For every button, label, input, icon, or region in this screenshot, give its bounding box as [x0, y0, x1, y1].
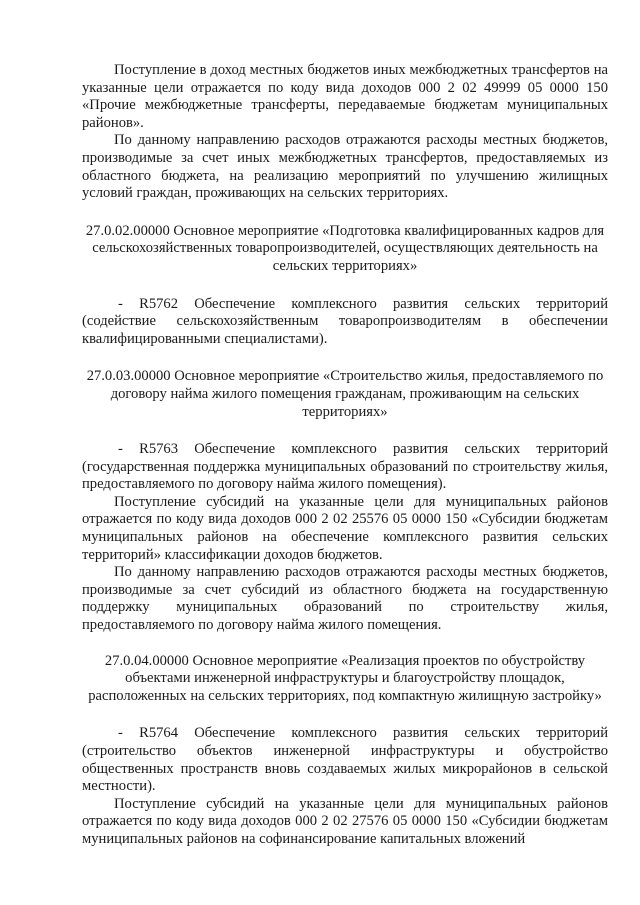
heading-measure-27-0-03: 27.0.03.00000 Основное мероприятие «Строительство жилья, предоставляемого по договору найма жилого помещения гражданам, проживающим на сельских территориях»: [86, 368, 604, 420]
item-r5764: - R5764 Обеспечение комплексного развития сельских территорий (строительство объектов инженерной инфраструктуры и обустройство общественных пространств вновь создаваемых жилых микрорайонов в сельской местности).: [82, 725, 608, 795]
spacer: [82, 276, 608, 296]
item-r5763: - R5763 Обеспечение комплексного развития сельских территорий (государственная поддержка муниципальных образований по строительству жилья, предоставляемого по договору найма жилого помещения).: [82, 441, 608, 493]
paragraph-subsidy-income-27576: Поступление субсидий на указанные цели для муниципальных районов отражается по коду вида доходов 000 2 02 27576 05 0000 150 «Субсидии бюджетам муниципальных районов на софинансирование капитальных вложений: [82, 795, 608, 847]
item-r5762: - R5762 Обеспечение комплексного развития сельских территорий (содействие сельскохозяйственным товаропроизводителям в обеспечении квалифицированными специалистами).: [82, 295, 608, 347]
spacer: [82, 635, 608, 653]
spacer: [82, 348, 608, 368]
paragraph-income-transfers: Поступление в доход местных бюджетов иных межбюджетных трансфертов на указанные цели отражается по коду вида доходов 000 2 02 49999 05 0000 150 «Прочие межбюджетные трансферты, передаваемые бюджетам муниципальных районов».: [82, 62, 608, 131]
heading-measure-27-0-02: 27.0.02.00000 Основное мероприятие «Подготовка квалифицированных кадров для сельскохозяйственных товаропроизводителей, осуществляющих деятельность на сельских территориях»: [85, 222, 605, 274]
paragraph-expenses-subsidies: По данному направлению расходов отражаются расходы местных бюджетов, производимые за счет субсидий из областного бюджета на государственную поддержку муниципальных образований по строительству жилья, предоставляемого по договору найма жилого помещения.: [82, 564, 608, 634]
spacer: [82, 421, 608, 441]
paragraph-subsidy-income-25576: Поступление субсидий на указанные цели для муниципальных районов отражается по коду вида доходов 000 2 02 25576 05 0000 150 «Субсидии бюджетам муниципальных районов на обеспечение комплексного развития сельских территорий» классификации доходов бюджетов.: [82, 493, 608, 563]
document-page: [82, 62, 608, 849]
paragraph-expenses-transfers: По данному направлению расходов отражаются расходы местных бюджетов, производимые за счет иных межбюджетных трансфертов, предоставляемых из областного бюджета, на реализацию мероприятий по улучшению жилищных условий граждан, проживающих на сельских территориях.: [82, 132, 608, 202]
spacer: [82, 203, 608, 223]
spacer: [82, 705, 608, 725]
heading-measure-27-0-04: 27.0.04.00000 Основное мероприятие «Реализация проектов по обустройству объектами инженерной инфраструктуры и благоустройству площадок, расположенных на сельских территориях, под компактную жилищную застройку»: [88, 652, 602, 704]
